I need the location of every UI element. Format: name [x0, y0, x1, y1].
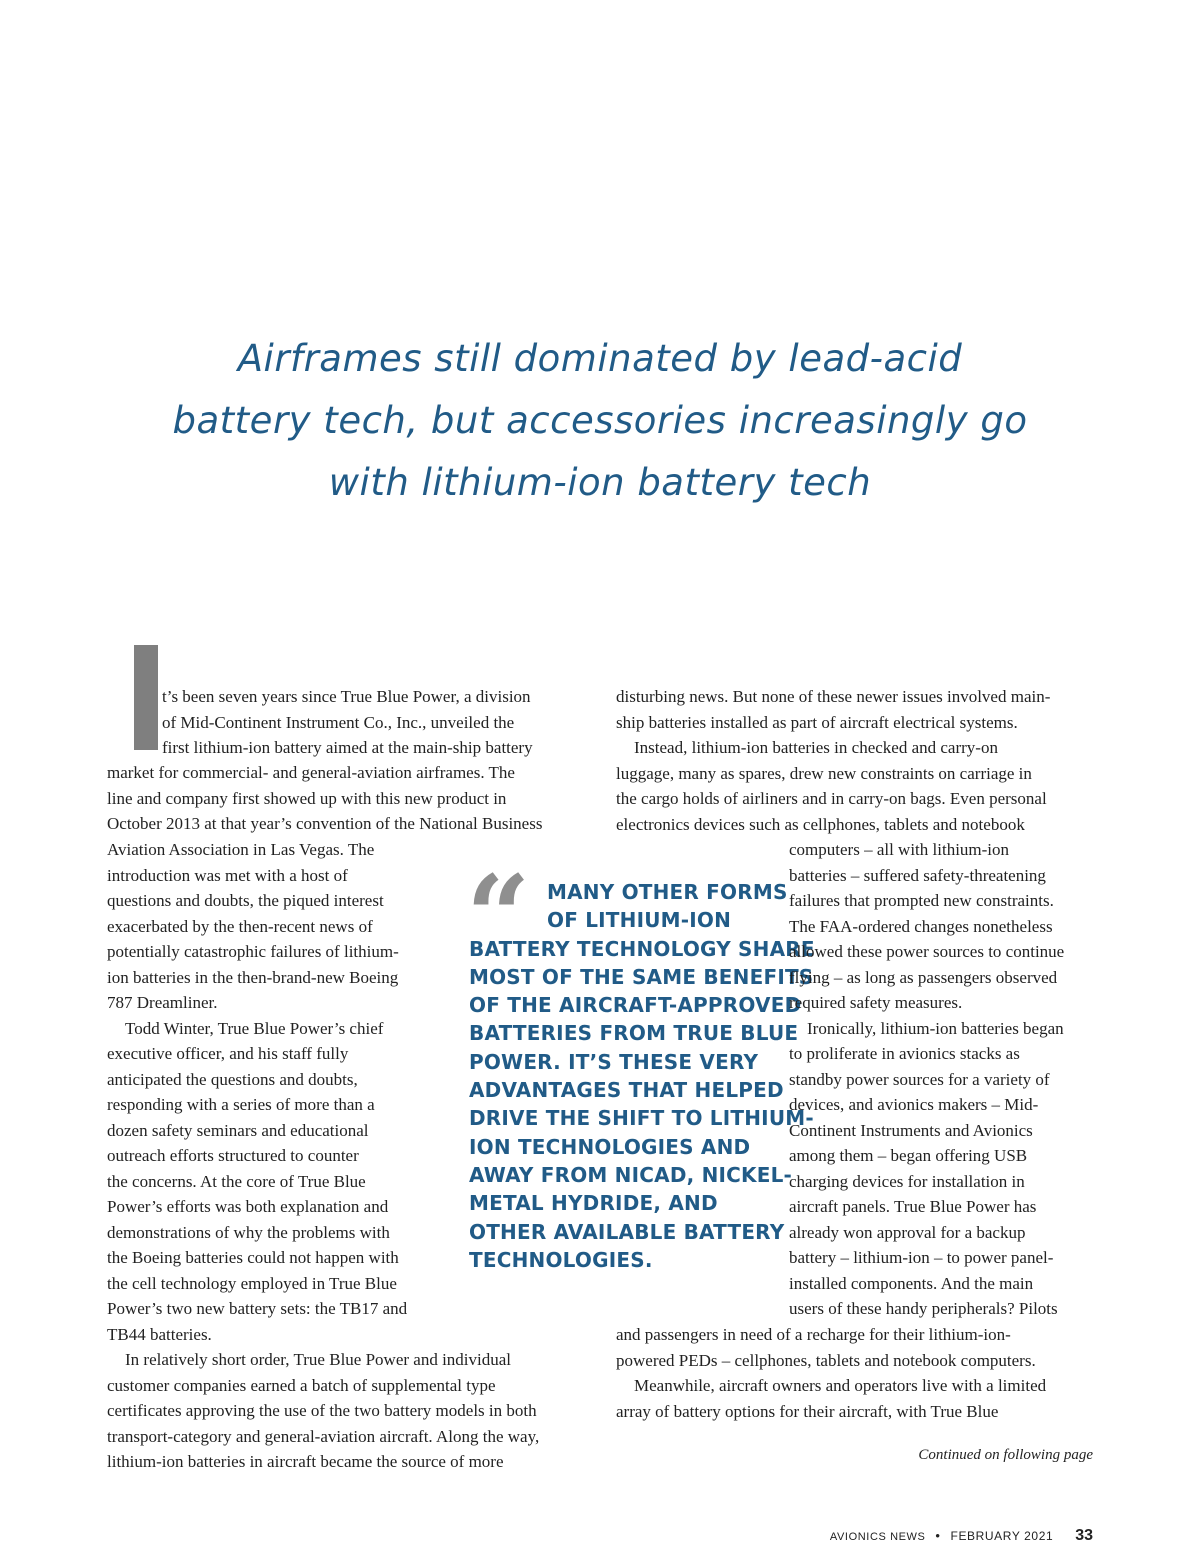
- text-line: ion batteries in the then-brand-new Boeing: [107, 967, 399, 987]
- text-line: Instead, lithium-ion batteries in checked and carry-on: [634, 738, 998, 757]
- pull-quote-line: ION TECHNOLOGIES AND: [469, 1134, 751, 1159]
- text-line: powered PEDs – cellphones, tablets and notebook computers.: [616, 1350, 1036, 1370]
- pull-quote-line: OTHER AVAILABLE BATTERY: [469, 1219, 785, 1244]
- bullet-separator: •: [935, 1528, 941, 1543]
- drop-cap: [134, 645, 158, 750]
- text-line: already won approval for a backup: [789, 1222, 1026, 1242]
- pull-quote-line: ADVANTAGES THAT HELPED: [469, 1078, 784, 1103]
- text-line: required safety measures.: [789, 993, 963, 1012]
- text-line: 787 Dreamliner.: [107, 993, 218, 1012]
- text-line: exacerbated by the then-recent news of: [107, 916, 373, 936]
- col2-narrow-block: [789, 837, 1064, 1322]
- text-line: failures that prompted new constraints.: [789, 891, 1054, 910]
- text-line: market for commercial- and general-aviation airframes. The: [107, 763, 515, 782]
- publication-name: AVIONICS NEWS: [829, 1531, 926, 1543]
- text-line: Continent Instruments and Avionics: [789, 1120, 1033, 1140]
- text-line: battery – lithium-ion – to power panel-: [789, 1248, 1054, 1267]
- text-line: outreach efforts structured to counter: [107, 1146, 359, 1165]
- text-line: potentially catastrophic failures of lithium-: [107, 942, 399, 961]
- col1-bottom-block: [107, 1347, 539, 1475]
- pull-quote-line: DRIVE THE SHIFT TO LITHIUM-: [469, 1106, 814, 1131]
- text-line: The FAA-ordered changes nonetheless: [789, 916, 1053, 936]
- text-line: Meanwhile, aircraft owners and operators live with a limited: [634, 1376, 1047, 1395]
- col2-bottom-block: [616, 1322, 1046, 1424]
- text-line: computers – all with lithium-ion: [789, 840, 1010, 859]
- pull-quote-line: MOST OF THE SAME BENEFITS: [469, 964, 814, 989]
- text-line: the cargo holds of airliners and in carry-on bags. Even personal: [616, 789, 1047, 808]
- pull-quote-line: MANY OTHER FORMS: [547, 880, 788, 904]
- text-line: allowed these power sources to continue: [789, 942, 1065, 961]
- text-line: installed components. And the main: [789, 1273, 1034, 1293]
- subtitle-line: battery tech, but accessories increasingly go: [172, 399, 1028, 442]
- article-subtitle: [150, 328, 1050, 514]
- issue-date: FEBRUARY 2021: [950, 1529, 1054, 1543]
- text-line: Power’s efforts was both explanation and: [107, 1197, 389, 1216]
- text-line: first lithium-ion battery aimed at the main-ship battery: [162, 738, 533, 757]
- text-line: luggage, many as spares, drew new constraints on carriage in: [616, 763, 1032, 783]
- quote-mark-icon: “: [466, 852, 531, 983]
- text-line: customer companies earned a batch of supplemental type: [107, 1375, 496, 1395]
- text-line: disturbing news. But none of these newer issues involved main-: [616, 687, 1051, 706]
- pull-quote: [469, 878, 815, 1274]
- pull-quote-line: BATTERY TECHNOLOGY SHARE: [469, 936, 815, 961]
- col1-wide-block: [107, 760, 542, 837]
- text-line: questions and doubts, the piqued interest: [107, 891, 384, 910]
- col1-narrow-block: [107, 837, 407, 1347]
- text-line: lithium-ion batteries in aircraft became the source of more: [107, 1452, 504, 1471]
- text-line: executive officer, and his staff fully: [107, 1044, 349, 1063]
- pull-quote-line: BATTERIES FROM TRUE BLUE: [469, 1021, 799, 1046]
- text-line: line and company first showed up with this new product in: [107, 788, 507, 808]
- text-line: aircraft panels. True Blue Power has: [789, 1197, 1037, 1216]
- text-line: certificates approving the use of the two battery models in both: [107, 1401, 537, 1420]
- text-line: dozen safety seminars and educational: [107, 1120, 369, 1140]
- text-line: In relatively short order, True Blue Power and individual: [125, 1350, 512, 1369]
- text-line: the concerns. At the core of True Blue: [107, 1171, 366, 1191]
- col2-top-block: [616, 684, 1050, 837]
- text-line: Aviation Association in Las Vegas. The: [107, 840, 375, 859]
- pull-quote-line: TECHNOLOGIES.: [469, 1247, 653, 1272]
- text-line: transport-category and general-aviation aircraft. Along the way,: [107, 1426, 540, 1446]
- text-line: among them – began offering USB: [789, 1146, 1028, 1165]
- pull-quote-line: OF THE AIRCRAFT-APPROVED: [469, 993, 802, 1018]
- pull-quote-line: OF LITHIUM-ION: [547, 908, 732, 933]
- page-footer: [830, 1527, 1093, 1545]
- text-line: Todd Winter, True Blue Power’s chief: [125, 1018, 384, 1038]
- text-line: standby power sources for a variety of: [789, 1069, 1050, 1089]
- subtitle-line: with lithium-ion battery tech: [328, 461, 872, 504]
- page-number: 33: [1075, 1527, 1093, 1544]
- text-line: responding with a series of more than a: [107, 1095, 375, 1114]
- text-line: electronics devices such as cellphones, tablets and notebook: [616, 814, 1025, 834]
- text-line: ship batteries installed as part of aircraft electrical systems.: [616, 712, 1018, 732]
- text-line: Ironically, lithium-ion batteries began: [807, 1018, 1064, 1038]
- pull-quote-line: POWER. IT’S THESE VERY: [469, 1049, 759, 1074]
- text-line: Power’s two new battery sets: the TB17 and: [107, 1299, 408, 1318]
- col1-intro: [162, 684, 533, 761]
- text-line: TB44 batteries.: [107, 1324, 212, 1344]
- text-line: array of battery options for their aircraft, with True Blue: [616, 1401, 999, 1421]
- text-line: users of these handy peripherals? Pilots: [789, 1299, 1058, 1318]
- text-line: t’s been seven years since True Blue Power, a division: [162, 687, 531, 706]
- pull-quote-line: AWAY FROM NICAD, NICKEL-: [469, 1162, 793, 1187]
- text-line: batteries – suffered safety-threatening: [789, 865, 1046, 885]
- text-line: charging devices for installation in: [789, 1171, 1025, 1191]
- text-line: to proliferate in avionics stacks as: [789, 1044, 1020, 1063]
- subtitle-line: Airframes still dominated by lead-acid: [237, 337, 963, 380]
- text-line: October 2013 at that year’s convention of the National Business: [107, 814, 543, 833]
- text-line: anticipated the questions and doubts,: [107, 1069, 358, 1089]
- text-line: demonstrations of why the problems with: [107, 1222, 390, 1242]
- text-line: the Boeing batteries could not happen with: [107, 1248, 399, 1267]
- text-line: the cell technology employed in True Blue: [107, 1273, 397, 1293]
- continued-note: Continued on following page: [918, 1447, 1093, 1463]
- pull-quote-line: METAL HYDRIDE, AND: [469, 1191, 718, 1216]
- text-line: flying – as long as passengers observed: [789, 967, 1058, 987]
- text-line: introduction was met with a host of: [107, 865, 348, 885]
- text-line: and passengers in need of a recharge for their lithium-ion-: [616, 1325, 1011, 1344]
- text-line: devices, and avionics makers – Mid-: [789, 1095, 1039, 1114]
- text-line: of Mid-Continent Instrument Co., Inc., unveiled the: [162, 712, 515, 732]
